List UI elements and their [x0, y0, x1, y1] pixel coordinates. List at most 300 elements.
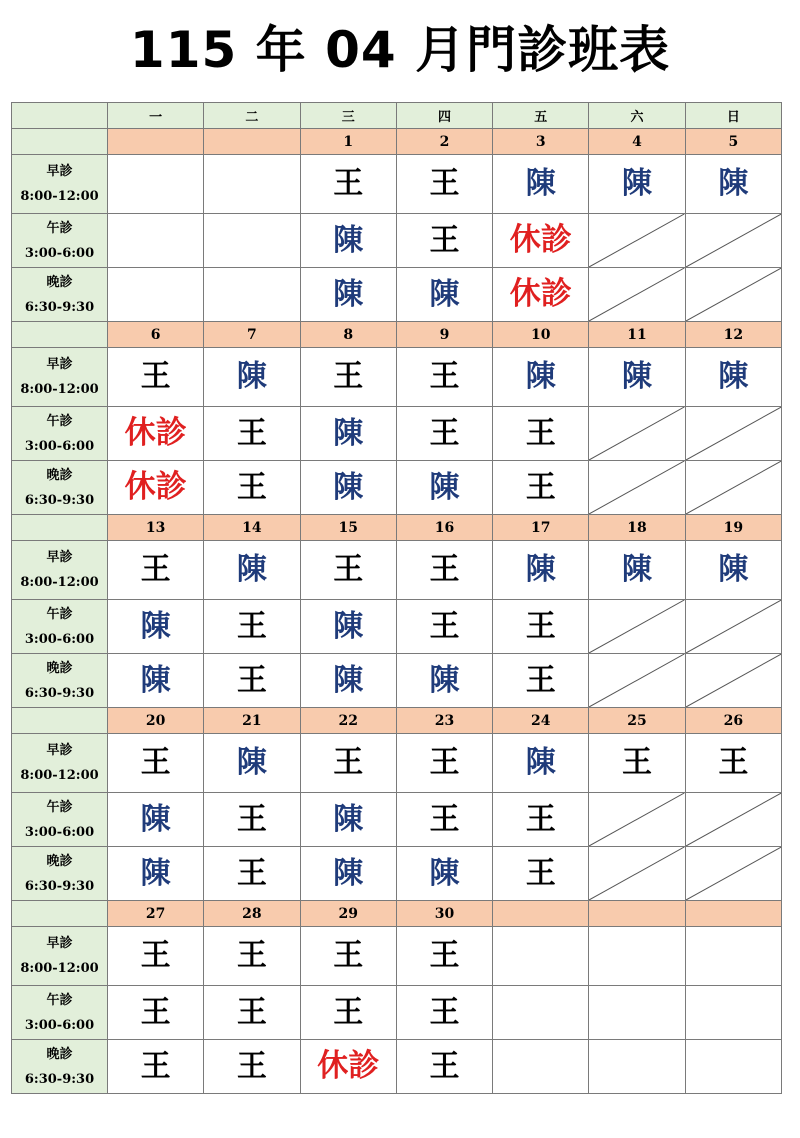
- doctor-cell: [204, 1040, 300, 1094]
- doctor-name: 王: [236, 801, 267, 837]
- date-cell: 29: [300, 901, 396, 927]
- doctor-name: 陳: [718, 552, 749, 587]
- date-cell: 24: [493, 708, 589, 734]
- weekday-header: 二: [204, 103, 300, 129]
- doctor-name: 王: [333, 552, 364, 587]
- doctor-name: 陳: [333, 855, 364, 891]
- doctor-cell: [204, 986, 300, 1040]
- doctor-name: 陳: [429, 855, 460, 891]
- session-row: [12, 541, 782, 600]
- no-session-cell: [589, 847, 685, 901]
- date-cell: 9: [396, 322, 492, 348]
- session-label: [12, 348, 108, 407]
- doctor-cell: [493, 407, 589, 461]
- doctor-cell: [493, 654, 589, 708]
- session-time: 6:30-9:30: [24, 878, 95, 894]
- doctor-name: 王: [429, 1048, 460, 1084]
- doctor-cell: [493, 461, 589, 515]
- session-time: 3:00-6:00: [24, 1017, 95, 1033]
- weekday-header: 三: [300, 103, 396, 129]
- empty-cell: [589, 986, 685, 1040]
- doctor-cell: [493, 793, 589, 847]
- no-session-cell: [685, 461, 781, 515]
- doctor-name: 陳: [622, 552, 653, 587]
- doctor-name: 王: [333, 994, 364, 1030]
- diagonal-slash-icon: [686, 268, 781, 321]
- session-label: [12, 407, 108, 461]
- diagonal-slash-icon: [686, 407, 781, 460]
- session-row: [12, 986, 782, 1040]
- session-name: 午診: [46, 220, 73, 236]
- date-cell: 23: [396, 708, 492, 734]
- doctor-cell: [589, 541, 685, 600]
- empty-cell: [108, 155, 204, 214]
- doctor-name: 陳: [333, 469, 364, 505]
- doctor-name: 陳: [333, 222, 364, 258]
- doctor-cell: [685, 155, 781, 214]
- session-row: [12, 793, 782, 847]
- date-cell: 27: [108, 901, 204, 927]
- doctor-cell: [300, 847, 396, 901]
- closed-label: 休診: [124, 469, 187, 505]
- empty-cell: [589, 1040, 685, 1094]
- session-time: 6:30-9:30: [24, 1071, 95, 1087]
- doctor-cell: [108, 541, 204, 600]
- doctor-cell: [685, 734, 781, 793]
- diagonal-slash-icon: [686, 793, 781, 846]
- doctor-name: 陳: [236, 552, 267, 587]
- doctor-name: 王: [429, 222, 460, 258]
- session-row: [12, 654, 782, 708]
- no-session-cell: [589, 654, 685, 708]
- doctor-cell: [493, 541, 589, 600]
- session-name: 午診: [46, 799, 73, 815]
- corner-cell: [12, 103, 108, 129]
- diagonal-slash-icon: [589, 654, 684, 707]
- doctor-cell: [204, 734, 300, 793]
- weekday-header: 四: [396, 103, 492, 129]
- doctor-cell: [396, 847, 492, 901]
- doctor-cell: [493, 155, 589, 214]
- session-row: [12, 734, 782, 793]
- doctor-name: 陳: [236, 359, 267, 394]
- doctor-cell: [396, 654, 492, 708]
- doctor-name: 王: [140, 745, 171, 780]
- no-session-cell: [685, 600, 781, 654]
- doctor-name: 陳: [140, 855, 171, 891]
- date-cell: 12: [685, 322, 781, 348]
- doctor-cell: [204, 654, 300, 708]
- session-time: 8:00-12:00: [20, 382, 99, 397]
- doctor-name: 王: [140, 994, 171, 1030]
- date-cell: 17: [493, 515, 589, 541]
- doctor-cell: [108, 348, 204, 407]
- doctor-cell: [396, 407, 492, 461]
- doctor-name: 陳: [718, 359, 749, 394]
- doctor-name: 王: [429, 166, 460, 201]
- doctor-cell: [396, 348, 492, 407]
- diagonal-slash-icon: [686, 600, 781, 653]
- doctor-cell: [396, 541, 492, 600]
- session-label: [12, 927, 108, 986]
- diagonal-slash-icon: [589, 214, 684, 267]
- doctor-cell: [108, 734, 204, 793]
- no-session-cell: [589, 268, 685, 322]
- doctor-cell: [300, 927, 396, 986]
- date-cell: 30: [396, 901, 492, 927]
- date-cell: 6: [108, 322, 204, 348]
- doctor-name: 陳: [525, 166, 556, 201]
- doctor-name: 陳: [429, 469, 460, 505]
- date-cell: [589, 901, 685, 927]
- date-cell: 4: [589, 129, 685, 155]
- doctor-cell: [300, 348, 396, 407]
- doctor-cell: [300, 214, 396, 268]
- session-label: [12, 461, 108, 515]
- session-row: [12, 348, 782, 407]
- session-name: 晚診: [46, 274, 73, 290]
- doctor-name: 王: [622, 745, 653, 780]
- empty-cell: [685, 1040, 781, 1094]
- session-name: 早診: [46, 550, 73, 565]
- weekday-header: 一: [108, 103, 204, 129]
- session-time: 6:30-9:30: [24, 492, 95, 508]
- doctor-name: 陳: [333, 415, 364, 451]
- doctor-name: 陳: [718, 166, 749, 201]
- doctor-name: 王: [525, 415, 556, 451]
- doctor-cell: [493, 734, 589, 793]
- doctor-name: 陳: [140, 608, 171, 644]
- doctor-cell: [396, 214, 492, 268]
- session-row: [12, 268, 782, 322]
- date-row-label: [12, 129, 108, 155]
- doctor-cell: [396, 793, 492, 847]
- session-label: [12, 734, 108, 793]
- session-name: 午診: [46, 992, 73, 1008]
- doctor-name: 王: [718, 745, 749, 780]
- doctor-cell: [493, 348, 589, 407]
- empty-cell: [204, 155, 300, 214]
- doctor-name: 陳: [622, 359, 653, 394]
- session-time: 8:00-12:00: [20, 961, 99, 976]
- closed-label: 休診: [317, 1048, 380, 1084]
- diagonal-slash-icon: [686, 214, 781, 267]
- doctor-cell: [300, 155, 396, 214]
- doctor-cell: [396, 268, 492, 322]
- session-name: 早診: [46, 357, 73, 372]
- schedule-table: [11, 102, 782, 1094]
- doctor-name: 王: [333, 166, 364, 201]
- closed-label: 休診: [509, 222, 572, 258]
- session-name: 早診: [46, 743, 73, 758]
- doctor-cell: [493, 847, 589, 901]
- date-cell: 2: [396, 129, 492, 155]
- doctor-name: 王: [236, 994, 267, 1030]
- session-label: [12, 1040, 108, 1094]
- doctor-cell: [300, 541, 396, 600]
- session-name: 午診: [46, 606, 73, 622]
- date-row-label: [12, 515, 108, 541]
- doctor-name: 王: [429, 801, 460, 837]
- session-label: [12, 541, 108, 600]
- doctor-cell: [300, 734, 396, 793]
- session-row: [12, 1040, 782, 1094]
- date-row: [12, 901, 782, 927]
- session-time: 3:00-6:00: [24, 245, 95, 261]
- date-cell: 7: [204, 322, 300, 348]
- doctor-cell: [396, 461, 492, 515]
- session-name: 晚診: [46, 853, 73, 869]
- session-time: 3:00-6:00: [24, 824, 95, 840]
- doctor-name: 王: [236, 855, 267, 891]
- date-cell: 1: [300, 129, 396, 155]
- empty-cell: [589, 927, 685, 986]
- doctor-name: 陳: [333, 801, 364, 837]
- weekday-header: 六: [589, 103, 685, 129]
- no-session-cell: [685, 793, 781, 847]
- session-row: [12, 461, 782, 515]
- no-session-cell: [685, 407, 781, 461]
- date-cell: 28: [204, 901, 300, 927]
- no-session-cell: [589, 214, 685, 268]
- doctor-name: 王: [333, 359, 364, 394]
- no-session-cell: [685, 214, 781, 268]
- doctor-name: 陳: [525, 359, 556, 394]
- session-label: [12, 986, 108, 1040]
- no-session-cell: [589, 461, 685, 515]
- date-cell: 18: [589, 515, 685, 541]
- doctor-name: 陳: [333, 276, 364, 312]
- empty-cell: [685, 986, 781, 1040]
- empty-cell: [108, 268, 204, 322]
- date-cell: 22: [300, 708, 396, 734]
- doctor-name: 陳: [525, 552, 556, 587]
- doctor-cell: [204, 793, 300, 847]
- doctor-cell: [204, 407, 300, 461]
- doctor-name: 王: [333, 938, 364, 973]
- diagonal-slash-icon: [686, 654, 781, 707]
- weekday-header: 日: [685, 103, 781, 129]
- empty-cell: [204, 268, 300, 322]
- session-time: 8:00-12:00: [20, 189, 99, 204]
- doctor-cell: [108, 461, 204, 515]
- diagonal-slash-icon: [589, 407, 684, 460]
- doctor-name: 陳: [429, 662, 460, 698]
- doctor-name: 王: [429, 608, 460, 644]
- doctor-cell: [300, 654, 396, 708]
- session-name: 早診: [46, 164, 73, 179]
- session-time: 8:00-12:00: [20, 575, 99, 590]
- doctor-cell: [108, 654, 204, 708]
- date-cell: [204, 129, 300, 155]
- session-label: [12, 654, 108, 708]
- doctor-cell: [589, 348, 685, 407]
- date-row: [12, 322, 782, 348]
- doctor-name: 王: [140, 1048, 171, 1084]
- doctor-cell: [204, 600, 300, 654]
- diagonal-slash-icon: [589, 847, 684, 900]
- date-row: [12, 515, 782, 541]
- session-label: [12, 847, 108, 901]
- diagonal-slash-icon: [589, 600, 684, 653]
- doctor-cell: [300, 986, 396, 1040]
- session-time: 6:30-9:30: [24, 299, 95, 315]
- doctor-cell: [204, 927, 300, 986]
- doctor-name: 陳: [140, 662, 171, 698]
- no-session-cell: [589, 407, 685, 461]
- doctor-cell: [204, 541, 300, 600]
- date-cell: 11: [589, 322, 685, 348]
- date-row-label: [12, 708, 108, 734]
- doctor-cell: [204, 461, 300, 515]
- doctor-name: 王: [140, 552, 171, 587]
- date-cell: 15: [300, 515, 396, 541]
- doctor-name: 王: [429, 359, 460, 394]
- doctor-name: 陳: [236, 745, 267, 780]
- session-name: 午診: [46, 413, 73, 429]
- doctor-cell: [396, 155, 492, 214]
- date-row-label: [12, 322, 108, 348]
- date-cell: 14: [204, 515, 300, 541]
- session-name: 晚診: [46, 660, 73, 676]
- session-label: [12, 214, 108, 268]
- doctor-name: 王: [525, 801, 556, 837]
- date-cell: 3: [493, 129, 589, 155]
- doctor-name: 王: [236, 1048, 267, 1084]
- diagonal-slash-icon: [686, 847, 781, 900]
- weekday-header: 五: [493, 103, 589, 129]
- session-name: 晚診: [46, 1046, 73, 1062]
- closed-label: 休診: [509, 276, 572, 312]
- empty-cell: [493, 927, 589, 986]
- date-row: [12, 708, 782, 734]
- doctor-cell: [396, 927, 492, 986]
- doctor-cell: [396, 986, 492, 1040]
- session-label: [12, 268, 108, 322]
- doctor-name: 王: [236, 938, 267, 973]
- date-cell: 10: [493, 322, 589, 348]
- doctor-cell: [396, 1040, 492, 1094]
- no-session-cell: [685, 654, 781, 708]
- session-name: 晚診: [46, 467, 73, 483]
- doctor-cell: [300, 1040, 396, 1094]
- date-cell: 5: [685, 129, 781, 155]
- doctor-name: 陳: [140, 801, 171, 837]
- session-row: [12, 214, 782, 268]
- session-label: [12, 793, 108, 847]
- date-cell: 8: [300, 322, 396, 348]
- doctor-cell: [589, 734, 685, 793]
- doctor-cell: [300, 793, 396, 847]
- doctor-cell: [493, 214, 589, 268]
- date-cell: 19: [685, 515, 781, 541]
- date-cell: 13: [108, 515, 204, 541]
- doctor-name: 王: [140, 359, 171, 394]
- session-row: [12, 927, 782, 986]
- doctor-cell: [493, 600, 589, 654]
- no-session-cell: [589, 600, 685, 654]
- date-cell: [108, 129, 204, 155]
- doctor-cell: [589, 155, 685, 214]
- doctor-cell: [204, 847, 300, 901]
- doctor-cell: [108, 927, 204, 986]
- doctor-name: 王: [525, 662, 556, 698]
- doctor-cell: [396, 600, 492, 654]
- date-cell: 26: [685, 708, 781, 734]
- session-time: 6:30-9:30: [24, 685, 95, 701]
- empty-cell: [108, 214, 204, 268]
- session-label: [12, 600, 108, 654]
- diagonal-slash-icon: [589, 793, 684, 846]
- doctor-cell: [300, 461, 396, 515]
- session-time: 3:00-6:00: [24, 438, 95, 454]
- session-row: [12, 407, 782, 461]
- doctor-name: 王: [429, 552, 460, 587]
- doctor-name: 王: [429, 415, 460, 451]
- doctor-name: 陳: [333, 608, 364, 644]
- doctor-cell: [204, 348, 300, 407]
- doctor-cell: [396, 734, 492, 793]
- doctor-cell: [300, 407, 396, 461]
- doctor-cell: [108, 986, 204, 1040]
- doctor-cell: [108, 793, 204, 847]
- no-session-cell: [685, 268, 781, 322]
- doctor-name: 王: [236, 469, 267, 505]
- date-cell: [685, 901, 781, 927]
- session-row: [12, 600, 782, 654]
- doctor-cell: [493, 268, 589, 322]
- empty-cell: [204, 214, 300, 268]
- date-cell: [493, 901, 589, 927]
- doctor-name: 陳: [333, 662, 364, 698]
- doctor-name: 陳: [429, 276, 460, 312]
- doctor-name: 王: [429, 994, 460, 1030]
- date-row-label: [12, 901, 108, 927]
- empty-cell: [493, 986, 589, 1040]
- doctor-name: 王: [236, 662, 267, 698]
- closed-label: 休診: [124, 415, 187, 451]
- doctor-name: 王: [525, 608, 556, 644]
- doctor-cell: [300, 600, 396, 654]
- date-cell: 21: [204, 708, 300, 734]
- session-name: 早診: [46, 936, 73, 951]
- session-time: 8:00-12:00: [20, 768, 99, 783]
- doctor-cell: [108, 847, 204, 901]
- page-title: 115 年 04 月門診班表: [129, 21, 671, 79]
- session-row: [12, 155, 782, 214]
- date-cell: 20: [108, 708, 204, 734]
- doctor-cell: [108, 407, 204, 461]
- doctor-cell: [108, 1040, 204, 1094]
- no-session-cell: [589, 793, 685, 847]
- schedule-body: [12, 103, 782, 1094]
- doctor-cell: [300, 268, 396, 322]
- date-cell: 16: [396, 515, 492, 541]
- doctor-name: 王: [525, 855, 556, 891]
- doctor-name: 王: [140, 938, 171, 973]
- weekday-header-row: [12, 103, 782, 129]
- doctor-cell: [108, 600, 204, 654]
- doctor-name: 王: [236, 608, 267, 644]
- doctor-cell: [685, 541, 781, 600]
- diagonal-slash-icon: [589, 268, 684, 321]
- session-row: [12, 847, 782, 901]
- doctor-name: 陳: [525, 745, 556, 780]
- date-row: [12, 129, 782, 155]
- session-time: 3:00-6:00: [24, 631, 95, 647]
- date-cell: 25: [589, 708, 685, 734]
- doctor-name: 王: [333, 745, 364, 780]
